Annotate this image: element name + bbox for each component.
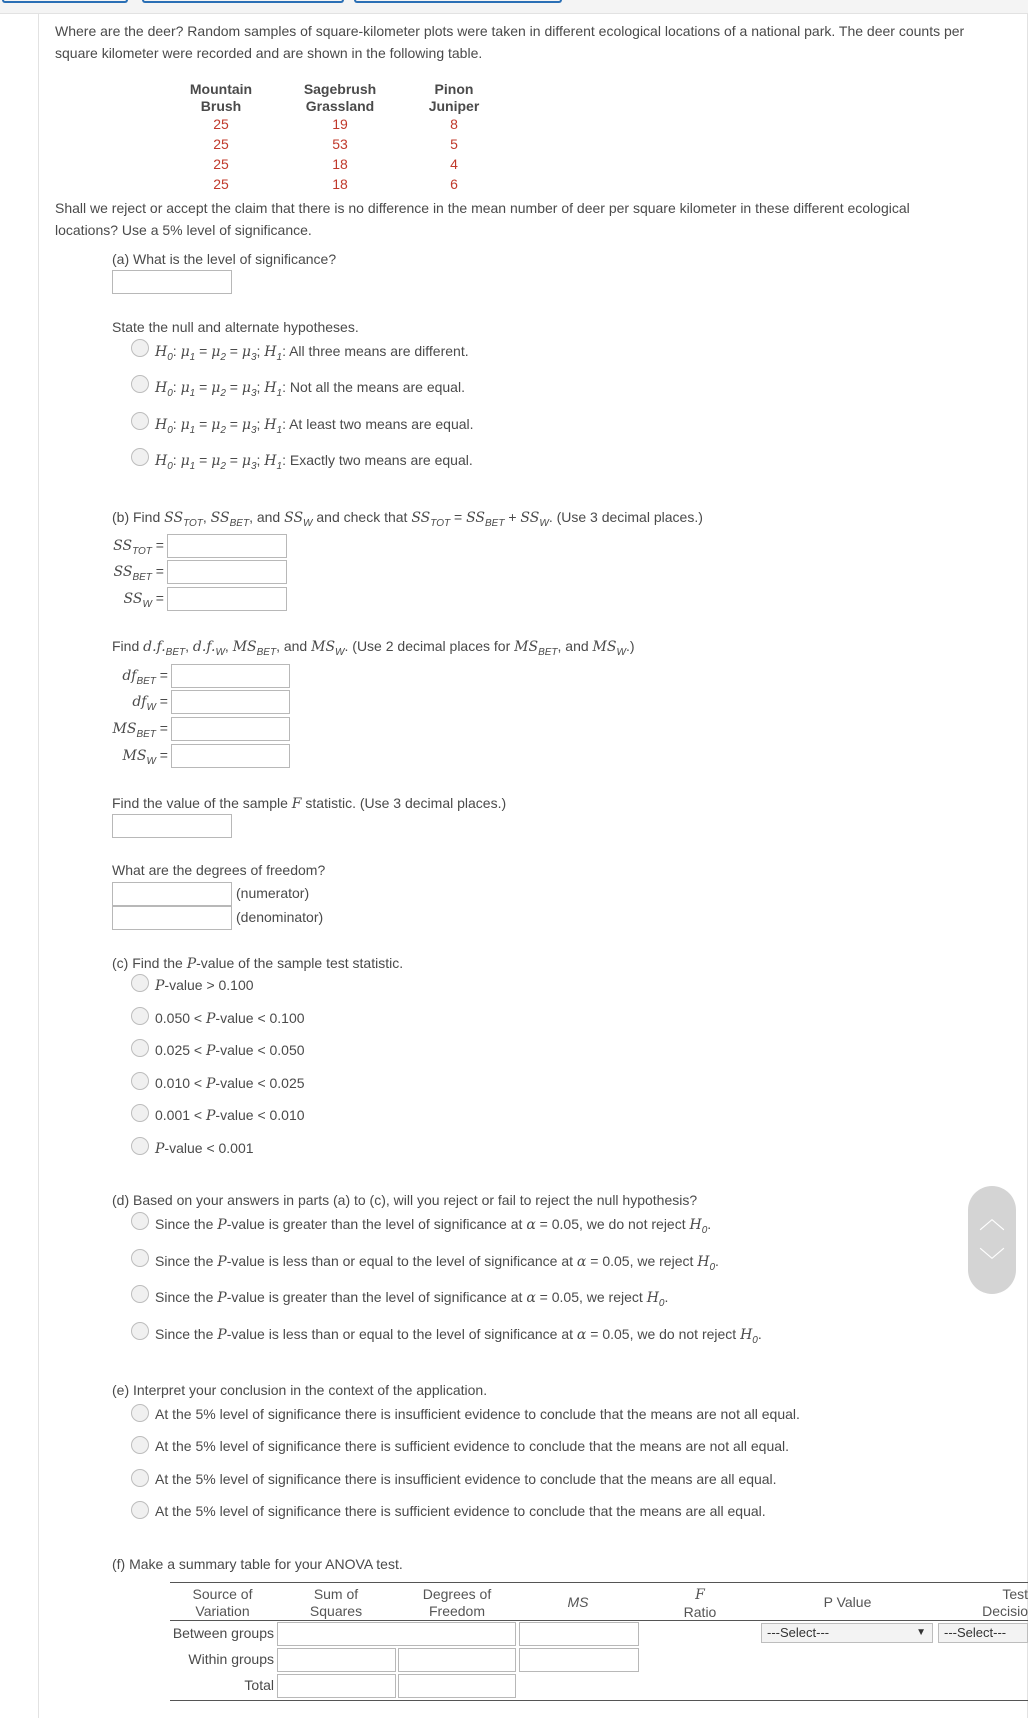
test-decision-select[interactable]: ---Select---	[938, 1623, 1028, 1643]
interpret-option-4: At the 5% level of significance there is sufficient evidence to conclude that the means are all equal.	[155, 1503, 766, 1519]
table-cell: 25	[213, 116, 229, 132]
top-tab-button-3[interactable]	[354, 0, 562, 3]
f-stat-input[interactable]	[112, 814, 232, 838]
hypothesis-radio-3[interactable]	[131, 412, 149, 430]
question-text: Shall we reject or accept the claim that there is no difference in the mean number of deer per square kilometer in these different ecological locations? Use a 5% level of significance.	[55, 200, 910, 238]
ssbet-label: $SS_{BET}$ =	[113, 563, 164, 583]
pvalue-radio-1[interactable]	[131, 974, 149, 992]
col-header-mountain-brush: Mountain Brush	[189, 81, 253, 114]
row-between-groups: Between groups	[172, 1625, 274, 1641]
hypothesis-option-1: $H_0$: $\mu_1 = \mu_2 = \mu_3$; $H_1$: All three means are different.	[155, 343, 469, 363]
pvalue-radio-5[interactable]	[131, 1104, 149, 1122]
sstot-input[interactable]	[167, 534, 287, 558]
decision-option-2: Since the P-value is less than or equal to the level of significance at α = 0.05, we reject $H_0$.	[155, 1253, 719, 1273]
row-within-groups: Within groups	[188, 1651, 274, 1667]
part-e-prompt: (e) Interpret your conclusion in the context of the application.	[112, 1382, 488, 1398]
table-cell: 53	[332, 136, 348, 152]
table-cell: 25	[213, 156, 229, 172]
pvalue-option-2: 0.050 < P-value < 0.100	[155, 1010, 305, 1027]
table-cell: 19	[332, 116, 348, 132]
sstot-label: $SS_{TOT}$ =	[113, 537, 164, 557]
p-value-select[interactable]: ---Select--- ▼	[761, 1623, 933, 1643]
dfw-label: $df_W$ =	[132, 693, 168, 713]
hypothesis-radio-1[interactable]	[131, 339, 149, 357]
dfbet-input[interactable]	[171, 664, 290, 688]
pvalue-option-5: 0.001 < P-value < 0.010	[155, 1107, 305, 1124]
part-d-prompt: (d) Based on your answers in parts (a) to (c), will you reject or fail to reject the null hypothesis?	[112, 1192, 698, 1208]
df-numerator-input[interactable]	[112, 882, 232, 906]
pvalue-radio-2[interactable]	[131, 1007, 149, 1025]
hypothesis-radio-2[interactable]	[131, 375, 149, 393]
decision-option-4: Since the P-value is less than or equal to the level of significance at α = 0.05, we do not reject $H_0$.	[155, 1326, 762, 1346]
df-ms-prompt: Find $d.f._{BET}$, $d.f._W$, $MS_{BET}$, and $MS_W$. (Use 2 decimal places for $MS_{BET}$, and $MS_W$.)	[112, 638, 635, 658]
interpret-option-1: At the 5% level of significance there is insufficient evidence to conclude that the means are not all equal.	[155, 1406, 800, 1422]
hypothesis-option-4: $H_0$: $\mu_1 = \mu_2 = \mu_3$; $H_1$: Exactly two means are equal.	[155, 452, 473, 472]
chevron-down-icon: ▼	[916, 1627, 926, 1638]
df-within-input[interactable]	[398, 1648, 516, 1672]
row-total: Total	[244, 1677, 274, 1693]
df-denominator-input[interactable]	[112, 906, 232, 930]
ssw-label: $SS_W$ =	[123, 590, 164, 610]
hypothesis-radio-4[interactable]	[131, 448, 149, 466]
numerator-label: (numerator)	[236, 885, 310, 901]
header-ms: MS	[567, 1594, 589, 1610]
msbet-label: $MS_{BET}$ =	[112, 720, 168, 740]
interpret-option-3: At the 5% level of significance there is insufficient evidence to conclude that the means are all equal.	[155, 1471, 777, 1487]
msbet-input[interactable]	[171, 717, 290, 741]
ss-within-input[interactable]	[277, 1648, 396, 1672]
decision-radio-4[interactable]	[131, 1322, 149, 1340]
df-total-input[interactable]	[398, 1674, 516, 1698]
interpret-radio-1[interactable]	[131, 1404, 149, 1422]
decision-option-1: Since the P-value is greater than the level of significance at α = 0.05, we do not reject $H_0$.	[155, 1216, 712, 1236]
anova-table-bottom-rule	[170, 1700, 1028, 1701]
pvalue-radio-3[interactable]	[131, 1039, 149, 1057]
hypothesis-option-2: $H_0$: $\mu_1 = \mu_2 = \mu_3$; $H_1$: Not all the means are equal.	[155, 379, 465, 399]
decision-radio-1[interactable]	[131, 1212, 149, 1230]
chevron-up-icon[interactable]: ︿	[978, 1204, 1005, 1234]
intro-text: Where are the deer? Random samples of square-kilometer plots were taken in different ecological locations of a national park. The deer counts per square kilometer were recorded and are shown in the following table.	[55, 23, 965, 61]
chevron-down-icon[interactable]: ﹀	[978, 1246, 1005, 1276]
pvalue-radio-4[interactable]	[131, 1072, 149, 1090]
ms-between-input[interactable]	[519, 1622, 639, 1646]
pvalue-option-6: P-value < 0.001	[155, 1140, 254, 1157]
ss-total-input[interactable]	[277, 1674, 396, 1698]
anova-table-header-rule	[170, 1620, 1028, 1621]
msw-label: $MS_W$ =	[122, 747, 168, 767]
col-header-pinon-juniper: Pinon Juniper	[428, 81, 480, 114]
part-b-prompt: (b) Find $SS_{TOT}$, $SS_{BET}$, and $SS_W$ and check that $SS_{TOT} = SS_{BET} + SS_W$. (Use 3 decimal places.)	[112, 509, 703, 529]
ms-within-input[interactable]	[519, 1648, 639, 1672]
table-cell: 18	[332, 156, 348, 172]
col-header-sagebrush-grassland: Sagebrush Grassland	[303, 81, 377, 114]
header-p-value: P Value	[823, 1594, 872, 1610]
header-test-decision: Test Decisio	[982, 1586, 1028, 1619]
table-cell: 6	[450, 176, 458, 192]
header-df: Degrees of Freedom	[422, 1586, 492, 1619]
anova-table-top-rule	[170, 1582, 1028, 1583]
part-c-prompt: (c) Find the P-value of the sample test statistic.	[112, 955, 404, 972]
f-stat-prompt: Find the value of the sample F statistic. (Use 3 decimal places.)	[112, 795, 507, 812]
pvalue-radio-6[interactable]	[131, 1137, 149, 1155]
top-tab-button-2[interactable]	[142, 0, 344, 3]
hypotheses-prompt: State the null and alternate hypotheses.	[112, 319, 359, 335]
interpret-radio-3[interactable]	[131, 1469, 149, 1487]
hypothesis-option-3: $H_0$: $\mu_1 = \mu_2 = \mu_3$; $H_1$: At least two means are equal.	[155, 416, 474, 436]
table-cell: 8	[450, 116, 458, 132]
part-f-prompt: (f) Make a summary table for your ANOVA test.	[112, 1556, 403, 1572]
question-nav	[968, 1186, 1016, 1294]
table-cell: 5	[450, 136, 458, 152]
table-cell: 18	[332, 176, 348, 192]
header-source: Source of Variation	[192, 1586, 253, 1619]
significance-input[interactable]	[112, 270, 232, 294]
decision-radio-2[interactable]	[131, 1249, 149, 1267]
dfw-input[interactable]	[171, 690, 290, 714]
ss-between-input[interactable]	[277, 1622, 516, 1646]
ssbet-input[interactable]	[167, 560, 287, 584]
table-cell: 4	[450, 156, 458, 172]
msw-input[interactable]	[171, 744, 290, 768]
table-cell: 25	[213, 176, 229, 192]
denominator-label: (denominator)	[236, 909, 324, 925]
decision-option-3: Since the P-value is greater than the level of significance at α = 0.05, we reject $H_0$.	[155, 1289, 669, 1309]
dfbet-label: $df_{BET}$ =	[122, 667, 168, 687]
pvalue-option-1: P-value > 0.100	[155, 977, 254, 994]
header-f-ratio: F Ratio	[683, 1587, 717, 1620]
df-prompt: What are the degrees of freedom?	[112, 862, 326, 878]
header-ss: Sum of Squares	[309, 1586, 363, 1619]
interpret-radio-4[interactable]	[131, 1501, 149, 1519]
ssw-input[interactable]	[167, 587, 287, 611]
top-tab-button-1[interactable]	[2, 0, 128, 3]
interpret-option-2: At the 5% level of significance there is sufficient evidence to conclude that the means are not all equal.	[155, 1438, 790, 1454]
interpret-radio-2[interactable]	[131, 1436, 149, 1454]
pvalue-option-4: 0.010 < P-value < 0.025	[155, 1075, 305, 1092]
table-cell: 25	[213, 136, 229, 152]
pvalue-option-3: 0.025 < P-value < 0.050	[155, 1042, 305, 1059]
decision-radio-3[interactable]	[131, 1285, 149, 1303]
part-a-prompt: (a) What is the level of significance?	[112, 251, 337, 267]
